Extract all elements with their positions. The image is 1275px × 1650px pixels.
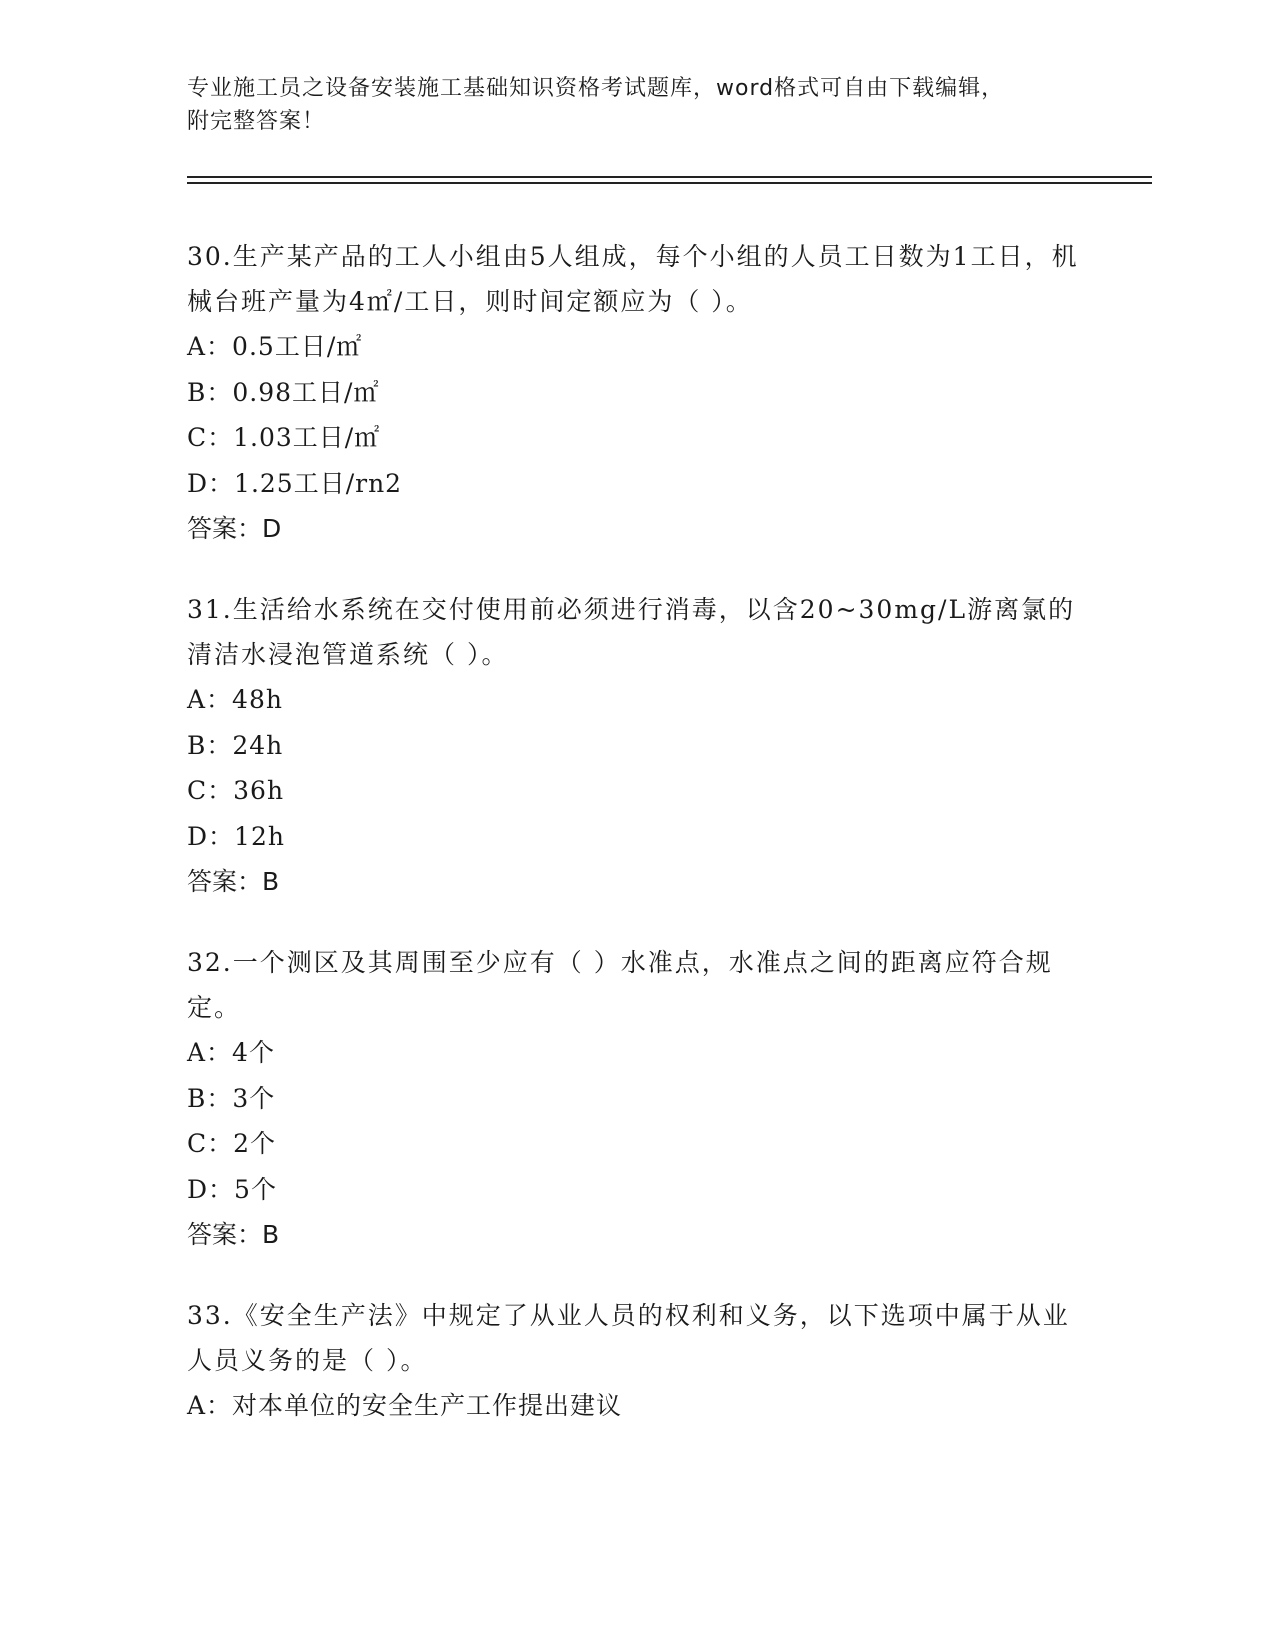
question-stem: 31.生活给水系统在交付使用前必须进行消毒，以含20~30mg/L游离氯的清洁水浸泡管道系统（ ）。 bbox=[187, 595, 1076, 669]
question-31 bbox=[187, 587, 1087, 905]
answer-line: 答案：D bbox=[187, 514, 282, 543]
option-c: C：1.03工日/㎡ bbox=[187, 423, 381, 452]
option-b: B：24h bbox=[187, 730, 284, 760]
header-divider-top bbox=[187, 176, 1152, 178]
option-a: A：0.5工日/㎡ bbox=[187, 332, 363, 361]
option-b: B：0.98工日/㎡ bbox=[187, 377, 380, 407]
question-stem: 30.生产某产品的工人小组由5人组成，每个小组的人员工日数为1工日，机械台班产量为4㎡/工日，则时间定额应为（ ）。 bbox=[187, 242, 1079, 316]
option-c: C：36h bbox=[187, 776, 285, 805]
page-header bbox=[187, 72, 1087, 138]
header-line-2: 附完整答案！ bbox=[187, 109, 326, 134]
option-d: D：1.25工日/rn2 bbox=[187, 468, 403, 498]
question-stem: 32.一个测区及其周围至少应有（ ）水准点，水准点之间的距离应符合规定。 bbox=[187, 948, 1053, 1022]
question-30 bbox=[187, 234, 1087, 552]
question-list bbox=[187, 234, 1087, 1464]
option-a: A：对本单位的安全生产工作提出建议 bbox=[187, 1391, 623, 1420]
question-33 bbox=[187, 1293, 1087, 1429]
option-c: C：2个 bbox=[187, 1129, 277, 1158]
answer-line: 答案：B bbox=[187, 867, 280, 896]
option-d: D：12h bbox=[187, 821, 285, 851]
option-a: A：4个 bbox=[187, 1038, 275, 1067]
header-line-1: 专业施工员之设备安装施工基础知识资格考试题库，word格式可自由下载编辑， bbox=[187, 76, 1005, 101]
option-b: B：3个 bbox=[187, 1083, 276, 1113]
option-a: A：48h bbox=[187, 685, 283, 714]
answer-line: 答案：B bbox=[187, 1220, 280, 1249]
question-stem: 33.《安全生产法》中规定了从业人员的权利和义务，以下选项中属于从业人员义务的是（ ）。 bbox=[187, 1301, 1070, 1375]
question-32 bbox=[187, 940, 1087, 1258]
header-divider-bottom bbox=[187, 182, 1152, 184]
option-d: D：5个 bbox=[187, 1174, 277, 1204]
